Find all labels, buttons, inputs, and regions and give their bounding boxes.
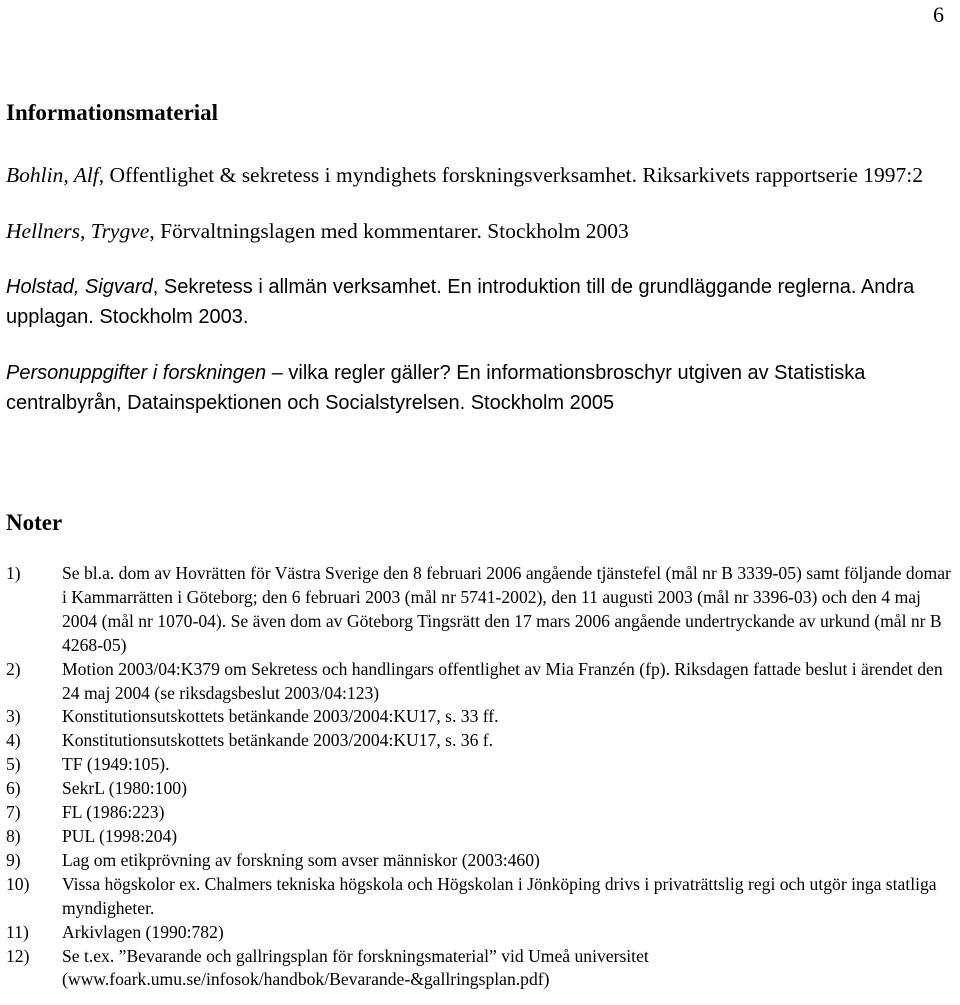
- note-item: [6, 562, 956, 658]
- note-number: 5): [6, 754, 21, 775]
- note-item: [6, 873, 956, 921]
- note-number: 12): [6, 945, 30, 966]
- note-item: [6, 921, 956, 945]
- reference-author: Bohlin, Alf: [6, 163, 99, 187]
- note-text: Se t.ex. ”Bevarande och gallringsplan för forskningsmaterial” vid Umeå universitet (www.foark.umu.se/infosok/handbok/Bevarande-&gallringsplan.pdf): [62, 945, 649, 990]
- note-text: Se bl.a. dom av Hovrätten för Västra Sverige den 8 februari 2006 angående tjänstefel (mål nr B 3339-05) samt följande domar i Kammarrätten i Göteborg; den 6 februari 2003 (mål nr 5741-2002), den 11 augusti 2003 (mål nr 3396-03) och den 4 maj 2004 (mål nr 1070-04). Se även dom av Göteborg Tingsrätt den 17 mars 2006 angående undertryckande av urkund (mål nr B 4268-05): [62, 563, 951, 655]
- note-item: [6, 825, 956, 849]
- reference-item: [6, 358, 956, 418]
- note-item: [6, 705, 956, 729]
- note-number: 7): [6, 802, 21, 823]
- note-item: [6, 729, 956, 753]
- reference-list: [6, 160, 956, 444]
- info-heading: Informationsmaterial: [6, 100, 219, 125]
- reference-author: Hellners, Trygve: [6, 219, 150, 243]
- note-text: Konstitutionsutskottets betänkande 2003/2004:KU17, s. 33 ff.: [62, 706, 499, 727]
- note-text: Motion 2003/04:K379 om Sekretess och handlingars offentlighet av Mia Franzén (fp). Riksdagen fattade beslut i ärendet den 24 maj 2004 (se riksdagsbeslut 2003/04:123): [62, 658, 943, 703]
- notes-heading: Noter: [6, 510, 63, 535]
- note-text: Konstitutionsutskottets betänkande 2003/2004:KU17, s. 36 f.: [62, 730, 494, 751]
- note-text: SekrL (1980:100): [62, 778, 187, 799]
- note-number: 2): [6, 658, 21, 679]
- note-item: [6, 753, 956, 777]
- note-item: [6, 801, 956, 825]
- reference-item: [6, 216, 956, 246]
- reference-author: Personuppgifter i forskningen: [6, 362, 267, 384]
- reference-text: , Sekretess i allmän verksamhet. En introduktion till de grundläggande reglerna. Andra upplagan. Stockholm 2003.: [6, 276, 915, 328]
- reference-item: [6, 160, 956, 190]
- note-text: PUL (1998:204): [62, 825, 178, 846]
- reference-text: – vilka regler gäller? En informationsbroschyr utgiven av Statistiska centralbyrån, Datainspektionen och Socialstyrelsen. Stockholm 2005: [6, 362, 866, 414]
- note-number: 4): [6, 730, 21, 751]
- reference-text: , Förvaltningslagen med kommentarer. Stockholm 2003: [149, 219, 629, 243]
- note-text: Lag om etikprövning av forskning som avser människor (2003:460): [62, 849, 540, 870]
- note-text: Arkivlagen (1990:782): [62, 921, 224, 942]
- note-item: [6, 945, 956, 993]
- note-item: [6, 658, 956, 706]
- note-number: 9): [6, 849, 21, 870]
- note-text: FL (1986:223): [62, 802, 165, 823]
- page-number: 6: [933, 2, 944, 27]
- note-number: 3): [6, 706, 21, 727]
- note-item: [6, 849, 956, 873]
- note-number: 8): [6, 825, 21, 846]
- note-text: TF (1949:105).: [62, 754, 170, 775]
- note-number: 11): [6, 921, 29, 942]
- reference-author: Holstad, Sigvard: [6, 276, 153, 298]
- note-item: [6, 777, 956, 801]
- reference-text: , Offentlighet & sekretess i myndighets forskningsverksamhet. Riksarkivets rapportserie 1997:2: [98, 163, 923, 187]
- notes-list: [6, 562, 956, 992]
- note-number: 6): [6, 778, 21, 799]
- note-text: Vissa högskolor ex. Chalmers tekniska högskola och Högskolan i Jönköping drivs i privaträttslig regi och utgör inga statliga myndigheter.: [62, 873, 937, 918]
- note-number: 1): [6, 563, 21, 583]
- reference-item: [6, 272, 956, 332]
- note-number: 10): [6, 873, 30, 894]
